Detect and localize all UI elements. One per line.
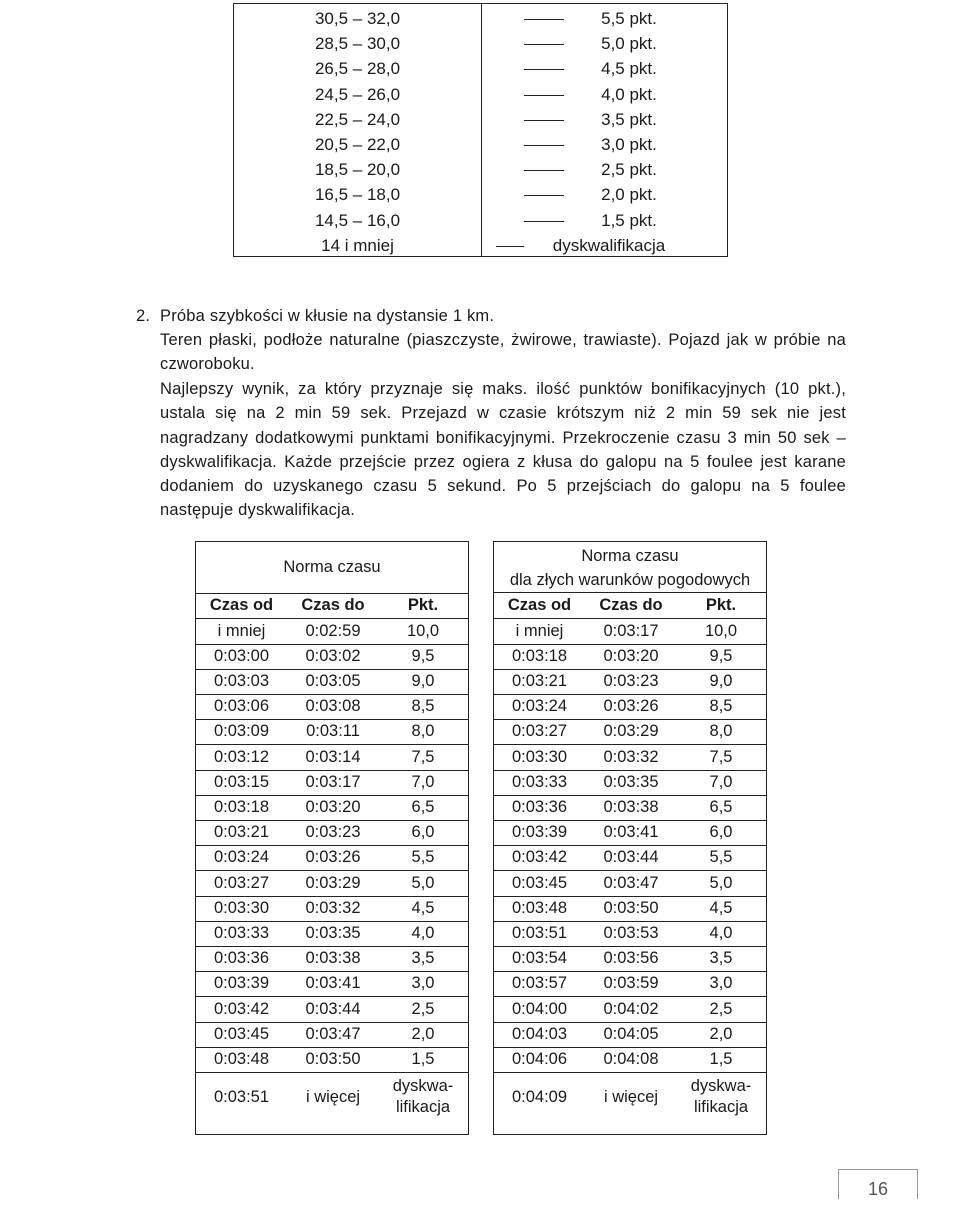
dash-line	[524, 120, 564, 121]
cell-to: 0:03:23	[603, 671, 659, 690]
table-title	[196, 542, 468, 594]
table-row	[494, 770, 766, 796]
cell-to: 0:03:20	[305, 797, 361, 816]
header-points: Pkt.	[705, 596, 737, 614]
cell-to: 0:03:59	[603, 974, 659, 993]
dash-line	[524, 145, 564, 146]
cell-points-line: dyskwa-	[690, 1077, 752, 1096]
table-row	[494, 997, 766, 1023]
cell-to: 0:03:32	[305, 898, 361, 917]
range-value: 30,5 – 32,0	[314, 9, 401, 28]
cell-to: 0:03:38	[305, 949, 361, 968]
cell-points: 4,0	[709, 923, 733, 942]
range-value: 18,5 – 20,0	[314, 160, 401, 180]
cell-points: 7,5	[411, 747, 435, 766]
table-row	[196, 745, 468, 771]
range-value: 24,5 – 26,0	[314, 84, 401, 104]
points-range-table	[233, 3, 728, 257]
range-row	[234, 182, 727, 207]
points-value: 2,5 pkt.	[601, 160, 657, 180]
time-norm-table	[195, 541, 469, 1135]
cell-to: 0:03:05	[305, 671, 361, 690]
cell-from: 0:03:45	[213, 1024, 270, 1043]
range-row	[234, 31, 727, 56]
cell-points: 2,5	[709, 999, 733, 1018]
cell-points	[677, 1072, 765, 1118]
table-row	[494, 719, 766, 745]
table-row	[196, 1022, 468, 1048]
cell-from: 0:03:27	[213, 873, 270, 892]
dash-line	[524, 19, 564, 20]
table-row	[196, 694, 468, 720]
table-row	[494, 669, 766, 695]
cell-points: 3,5	[411, 949, 435, 968]
cell-points: 5,5	[411, 848, 435, 867]
cell-points: 5,5	[709, 848, 733, 867]
table-row-disqualification	[196, 1072, 468, 1122]
points-value: 3,5 pkt.	[601, 109, 657, 129]
cell-from: 0:03:27	[511, 722, 568, 741]
points-value: 2,0 pkt.	[601, 185, 657, 205]
cell-points: 7,0	[709, 772, 733, 791]
table-row	[196, 795, 468, 821]
cell-from: 0:03:39	[511, 823, 568, 842]
cell-from: 0:03:15	[213, 772, 270, 791]
cell-to: 0:03:41	[603, 823, 659, 842]
cell-to: 0:03:41	[305, 974, 361, 993]
cell-from: 0:03:48	[511, 898, 568, 917]
dash-line	[496, 246, 524, 247]
cell-from: 0:03:24	[511, 697, 568, 716]
points-value: 5,5 pkt.	[601, 9, 657, 28]
cell-points: 6,5	[411, 797, 435, 816]
header-points: Pkt.	[407, 596, 439, 614]
range-value: 16,5 – 18,0	[314, 185, 401, 205]
cell-to: 0:03:50	[305, 1049, 361, 1068]
dash-line	[524, 44, 564, 45]
table-row	[494, 745, 766, 771]
cell-from: 0:03:33	[511, 772, 568, 791]
table-row	[494, 946, 766, 972]
cell-from: 0:03:45	[511, 873, 568, 892]
table-row	[196, 946, 468, 972]
table-row	[494, 921, 766, 947]
cell-from: 0:03:36	[511, 797, 568, 816]
cell-to: 0:03:35	[603, 772, 659, 791]
cell-points: 2,5	[411, 999, 435, 1018]
table-row	[494, 1022, 766, 1048]
cell-to: 0:03:56	[603, 949, 659, 968]
table-row	[494, 971, 766, 997]
cell-points: 5,0	[709, 873, 733, 892]
cell-to: 0:03:26	[305, 848, 361, 867]
dash-line	[524, 95, 564, 96]
table-row	[196, 1047, 468, 1073]
table-row	[196, 997, 468, 1023]
cell-points: 2,0	[411, 1024, 435, 1043]
cell-to: 0:03:47	[603, 873, 659, 892]
cell-to: 0:03:17	[305, 772, 361, 791]
range-row	[234, 56, 727, 81]
cell-from: 0:04:06	[511, 1049, 568, 1068]
cell-points-line: lifikacja	[395, 1098, 451, 1117]
table-column-headers	[196, 593, 468, 619]
cell-to: 0:03:17	[603, 621, 659, 640]
cell-points: 5,0	[411, 873, 435, 892]
range-value: 26,5 – 28,0	[314, 59, 401, 79]
cell-points: 7,5	[709, 747, 733, 766]
dash-line	[524, 69, 564, 70]
table-title-text: Norma czasu	[581, 547, 679, 565]
cell-to: 0:03:35	[305, 923, 361, 942]
cell-to: 0:04:02	[603, 999, 659, 1018]
cell-points: 9,0	[709, 671, 733, 690]
cell-from: 0:03:18	[213, 797, 270, 816]
cell-to: 0:03:20	[603, 646, 659, 665]
cell-points: 3,0	[709, 974, 733, 993]
points-value: dyskwalifikacja	[552, 235, 666, 255]
cell-points: 6,0	[411, 823, 435, 842]
range-value: 28,5 – 30,0	[314, 34, 401, 54]
cell-to: 0:03:26	[603, 697, 659, 716]
cell-from: 0:04:00	[511, 999, 568, 1018]
header-from: Czas od	[209, 596, 274, 614]
table-row	[196, 820, 468, 846]
cell-points: 9,5	[709, 646, 733, 665]
cell-from: 0:03:21	[511, 671, 568, 690]
range-value: 20,5 – 22,0	[314, 135, 401, 154]
section-paragraph-terrain: Teren płaski, podłoże naturalne (piaszczyste, żwirowe, trawiaste). Pojazd jak w próbie na czworoboku.	[160, 331, 846, 374]
cell-points: 4,5	[709, 898, 733, 917]
table-row	[494, 896, 766, 922]
cell-from: 0:04:09	[511, 1088, 568, 1107]
cell-to: 0:03:47	[305, 1024, 361, 1043]
header-to: Czas do	[599, 596, 663, 614]
cell-from: 0:03:21	[213, 823, 270, 842]
cell-to: 0:03:38	[603, 797, 659, 816]
page-number: 16	[838, 1169, 918, 1199]
cell-points: 8,0	[411, 722, 435, 741]
table-row	[494, 619, 766, 645]
table-row	[494, 694, 766, 720]
cell-from: i mniej	[217, 621, 266, 640]
cell-from: 0:03:09	[213, 722, 270, 741]
cell-points: 6,5	[709, 797, 733, 816]
cell-points-line: dyskwa-	[392, 1077, 454, 1096]
cell-points: 4,0	[411, 923, 435, 942]
cell-points: 8,5	[411, 697, 435, 716]
cell-from: 0:03:48	[213, 1049, 270, 1068]
header-to: Czas do	[301, 596, 365, 614]
table-column-headers	[494, 593, 766, 619]
cell-from: 0:03:30	[511, 747, 568, 766]
cell-points: 10,0	[704, 621, 738, 640]
cell-to: 0:03:44	[305, 999, 361, 1018]
cell-points: 8,5	[709, 697, 733, 716]
cell-from: 0:03:36	[213, 949, 270, 968]
table-row	[196, 770, 468, 796]
points-value: 4,5 pkt.	[601, 59, 657, 79]
cell-points: 7,0	[411, 772, 435, 791]
cell-to: 0:04:08	[603, 1049, 659, 1068]
table-title	[494, 542, 766, 593]
points-value: 4,0 pkt.	[601, 84, 657, 104]
cell-from: 0:03:12	[213, 747, 270, 766]
cell-points: 8,0	[709, 722, 733, 741]
table-row	[196, 871, 468, 897]
cell-from: 0:03:06	[213, 697, 270, 716]
range-row	[234, 208, 727, 233]
cell-to: 0:03:44	[603, 848, 659, 867]
table-row	[196, 896, 468, 922]
time-norm-bad-weather-table	[493, 541, 767, 1135]
table-row	[196, 971, 468, 997]
table-row	[196, 719, 468, 745]
range-row	[234, 132, 727, 157]
points-value: 1,5 pkt.	[601, 210, 657, 230]
range-row	[234, 157, 727, 182]
range-value: 14,5 – 16,0	[314, 210, 401, 230]
range-row	[234, 82, 727, 107]
table-row	[494, 820, 766, 846]
cell-points: 6,0	[709, 823, 733, 842]
table-row	[494, 845, 766, 871]
range-row	[234, 233, 727, 258]
points-value: 3,0 pkt.	[601, 135, 657, 154]
section-title: Próba szybkości w kłusie na dystansie 1 km.	[160, 307, 495, 325]
cell-to: 0:03:14	[305, 747, 361, 766]
cell-to: 0:02:59	[305, 621, 361, 640]
table-row	[494, 795, 766, 821]
cell-to: 0:04:05	[603, 1024, 659, 1043]
table-row	[196, 921, 468, 947]
cell-points: 1,5	[411, 1049, 435, 1068]
table-row	[196, 669, 468, 695]
cell-from: 0:03:33	[213, 923, 270, 942]
cell-from: i mniej	[515, 621, 564, 640]
table-subtitle-text: dla złych warunków pogodowych	[509, 571, 751, 589]
table-row	[494, 644, 766, 670]
table-row	[196, 845, 468, 871]
cell-to: 0:03:08	[305, 697, 361, 716]
section-number: 2.	[136, 307, 151, 325]
dash-line	[524, 170, 564, 171]
cell-to: i więcej	[603, 1088, 659, 1107]
cell-to: 0:03:02	[305, 646, 361, 665]
cell-points: 3,5	[709, 949, 733, 968]
cell-from: 0:03:51	[511, 923, 568, 942]
range-row	[234, 107, 727, 132]
cell-from: 0:03:42	[213, 999, 270, 1018]
table-row	[494, 1047, 766, 1073]
table-title-text: Norma czasu	[283, 558, 381, 576]
table-row	[196, 619, 468, 645]
cell-to: 0:03:50	[603, 898, 659, 917]
cell-points: 9,0	[411, 671, 435, 690]
cell-to: 0:03:29	[603, 722, 659, 741]
cell-from: 0:03:03	[213, 671, 270, 690]
points-value: 5,0 pkt.	[601, 34, 657, 54]
cell-from: 0:03:51	[213, 1088, 270, 1107]
table-row	[196, 644, 468, 670]
cell-from: 0:03:54	[511, 949, 568, 968]
cell-from: 0:03:00	[213, 646, 270, 665]
cell-points: 10,0	[406, 621, 440, 640]
dash-line	[524, 221, 564, 222]
cell-from: 0:03:18	[511, 646, 568, 665]
cell-to: 0:03:32	[603, 747, 659, 766]
cell-points	[379, 1072, 467, 1118]
range-row	[234, 6, 727, 31]
cell-points: 4,5	[411, 898, 435, 917]
cell-to: 0:03:29	[305, 873, 361, 892]
table-row-disqualification	[494, 1072, 766, 1122]
cell-to: 0:03:11	[306, 722, 360, 741]
cell-from: 0:04:03	[511, 1024, 568, 1043]
cell-points-line: lifikacja	[693, 1098, 749, 1117]
cell-from: 0:03:39	[213, 974, 270, 993]
cell-points: 9,5	[411, 646, 435, 665]
cell-to: i więcej	[305, 1088, 361, 1107]
cell-to: 0:03:23	[305, 823, 361, 842]
cell-from: 0:03:30	[213, 898, 270, 917]
cell-points: 1,5	[709, 1049, 733, 1068]
cell-from: 0:03:57	[511, 974, 568, 993]
dash-line	[524, 195, 564, 196]
cell-from: 0:03:24	[213, 848, 270, 867]
range-value: 14 i mniej	[321, 235, 394, 255]
header-from: Czas od	[507, 596, 572, 614]
table-row	[494, 871, 766, 897]
range-value: 22,5 – 24,0	[314, 109, 401, 129]
cell-points: 3,0	[411, 974, 435, 993]
cell-points: 2,0	[709, 1024, 733, 1043]
section-paragraph-rules: Najlepszy wynik, za który przyznaje się maks. ilość punktów bonifikacyjnych (10 pkt.), ustala się na 2 min 59 sek. Przejazd w czasie krótszym niż 2 min 59 sek nie jest nagradzany dodatkowymi punktami bonifikacyjnymi. Przekroczenie czasu 3 min 50 sek – dyskwalifikacja. Każde przejście przez ogiera z kłusa do galopu na 5 foulee jest karane dodaniem do uzyskanego czasu 5 sekund. Po 5 przejściach do galopu na 5 foulee następuje dyskwalifikacja.	[160, 380, 846, 520]
cell-from: 0:03:42	[511, 848, 568, 867]
cell-to: 0:03:53	[603, 923, 659, 942]
